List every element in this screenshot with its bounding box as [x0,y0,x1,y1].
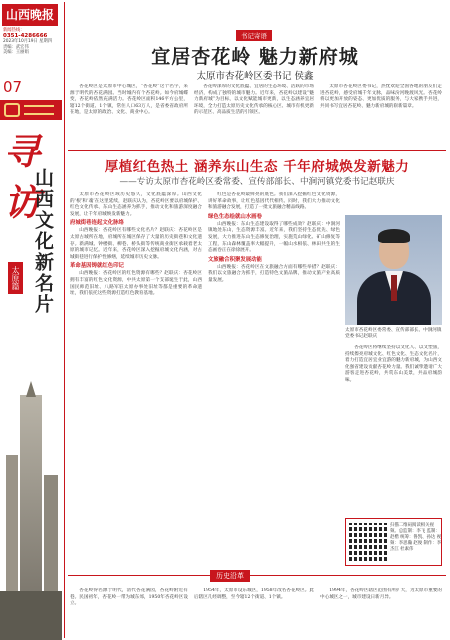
series-tag: 太原篇 [8,262,23,294]
subheading: 文旅融合积聚发展动能 [208,256,262,263]
paragraph: 杏花岭深厚的文化底蕴、宜居的生态环境、活跃的市场经济，构成了独特的城市魅力。近年来，杏花岭以建设“魅力新府城”为目标，以文化赋能城市更新，以生态涵养宜居环境，全力打造太原历史文化传承的核心区、城市有机更新的示范区、高品质生活的引领区。 [194,84,314,116]
main-headline: 宜居杏花岭 魅力新府城 [151,46,359,68]
subheading: 革命基因铸就红色印记 [70,263,124,270]
upper-column-1 [70,84,188,144]
masthead-meta [3,28,61,56]
paragraph: 1994年，杏花岭区辖区范围有所扩大，为太原市重要的中心城区之一，城市建设日新月异。 [320,588,442,600]
hotline-label: 新闻热线： [3,28,25,33]
paragraph: 山西晚报：杏花岭区的红色资源有哪些？赵联庆：杏花岭区拥有丰富的红色文化资源，中共太原第一个支部诞生于此，山西国民师范旧址、八路军驻太原办事处旧址等都是重要的革命遗址，我们依托这些资源打造红色教育基地。 [70,271,202,297]
masthead-logo: 山西晚报 [2,4,58,26]
paragraph: 杏花岭区将继续坚持以文化人、以文塑旅，持续擦亮府城文化、红色文化、生态文化名片，着力打造宜居宜业宜游的魅力新府城，为山西文化强省建设贡献杏花岭力量。我们诚挚邀请广大游客走进杏花岭，共赏东山美景，共品府城韵味。 [345,345,442,383]
history-label: 历史沿革 [210,570,250,582]
interview-headline: 厚植红色热土 涵养东山生态 千年府城焕发新魅力 [104,159,410,175]
paragraph: 太原市杏花岭区域历史悠久，文化底蕴深厚。山西文化的‘根’和‘魂’在这里延续，赵联庆认为，杏花岭区要以府城保护、红色文化传承、东山生态涵养为抓手，推动文化和旅游深度融合发展，让千年府城焕发新魅力。 [70,192,202,217]
photo-caption: 太原市杏花岭区委常委、宣传部部长、中涧河镇党委书记赵联庆 [345,328,442,340]
paragraph: 山西晚报：杏花岭区有哪些文化名片？赵联庆：杏花岭区是太原古城所在地，府城所在城区保存了大量的历史街巷和文化遗存。新满城、钟楼街、柳巷、桥头街等传统商业街区承载着老太原的城市记忆。近年来，杏花岭区深入挖掘府城文化内涵，对古城街巷进行保护性修缮，延续城市历史文脉。 [70,228,202,260]
hotline-number: 0351-4286666 [3,32,48,39]
history-column-1 [70,588,188,636]
divider [64,2,65,638]
portrait-photo [345,215,442,325]
ornament-bar-icon [24,105,54,115]
paragraph: 杏花岭得名源于明代，清代杏花满园，杏花岭附近有巷。民国初年，杏花岭一带为城东郊，1950年杏花岭区设立。 [70,588,188,607]
series-title: 山西文化新名片 [32,168,54,315]
lower-column-3 [345,345,442,513]
interview-byline: ——专访太原市杏花岭区委常委、宣传部部长、中涧河镇党委书记赵联庆 [119,177,395,187]
paragraph: 红色是杏花岭最鲜亮的底色。我们深入挖掘红色文化资源，讲好革命故事，让红色基因代代相传。同时，我们大力推动文化和旅游融合发展，打造了一批文旅融合精品线路。 [208,192,340,211]
upper-column-3 [320,84,442,144]
decor-band [0,100,62,120]
upper-column-2 [194,84,314,144]
subheading: 绿色生态绘就山水画卷 [208,213,262,220]
date-line: 2023年10月19日 星期四 [3,39,53,45]
designer-line: 美编：王丽娟 [3,50,29,56]
subheading: 府城街巷连起文化脉络 [70,220,124,227]
paragraph: 杏花岭区是太原市中心城区，“杏花岭”这个名字，来源于明代的杏花满园。当时城内有个杏花岭。如今府城蝶变，杏花岭依然充满活力。杏花岭区面积146平方公里，辖12个街道、1个镇，常住人口63万人，是省委省政府所在地，是太原的政治、文化、商业中心。 [70,84,188,116]
paragraph: 1954年，太原市设东城区，1958年改名杏花岭区。此后辖区几经调整，至今辖12个街道、1个镇。 [194,588,314,600]
paragraph: 山西晚报：杏花岭区在文旅融合方面有哪些举措？赵联庆：我们以文旅融合为抓手，打造特色文旅品牌，推动文旅产业高质量发展。 [208,264,340,283]
qr-credits: 扫描二维码阅读相关视频。总监制：李飞 监制：赵楷 统筹：鲁凯、孙达 视频：李思瀚 赵俊 制作：李杰江 杜素伟 [390,523,442,552]
lower-column-1 [70,192,202,560]
editor-line: 责编：武宏伟 [3,44,29,50]
paragraph: 太原市杏花岭区委书记，热忱欢迎全国各地的朋友们走进杏花岭，感受府城千年文脉，品味汾河晚渡风光。杏花岭将以更加开放的姿态、更加优质的服务，与大家携手共进，共同书写宜居杏花岭、魅力新府城的崭新篇章。 [320,84,442,109]
category-badge: 书记寄语 [236,30,272,41]
pagoda-image [0,395,62,640]
page-number: 07 [3,78,23,96]
section-title: 寻访 [4,131,41,224]
history-column-2 [194,588,314,636]
main-byline: 太原市杏花岭区委书记 侯鑫 [196,71,314,82]
history-column-3 [320,588,442,636]
rule [68,575,446,576]
qr-box [345,518,442,566]
lower-column-2 [208,192,340,560]
paragraph: 山西晚报：东山生态建设取得了哪些成效？赵联庆：中涧河镇地处东山，生态资源丰富。近年来，我们坚持生态优先、绿色发展，大力推进东山生态修复治理，实施荒山绿化、矿山修复等工程，东山森林覆盖率大幅提升，一幅山水相依、林田共生的生态画卷正在徐徐展开。 [208,221,340,254]
ornament-icon [4,103,20,117]
rule [68,150,446,151]
sidebar [0,0,62,640]
